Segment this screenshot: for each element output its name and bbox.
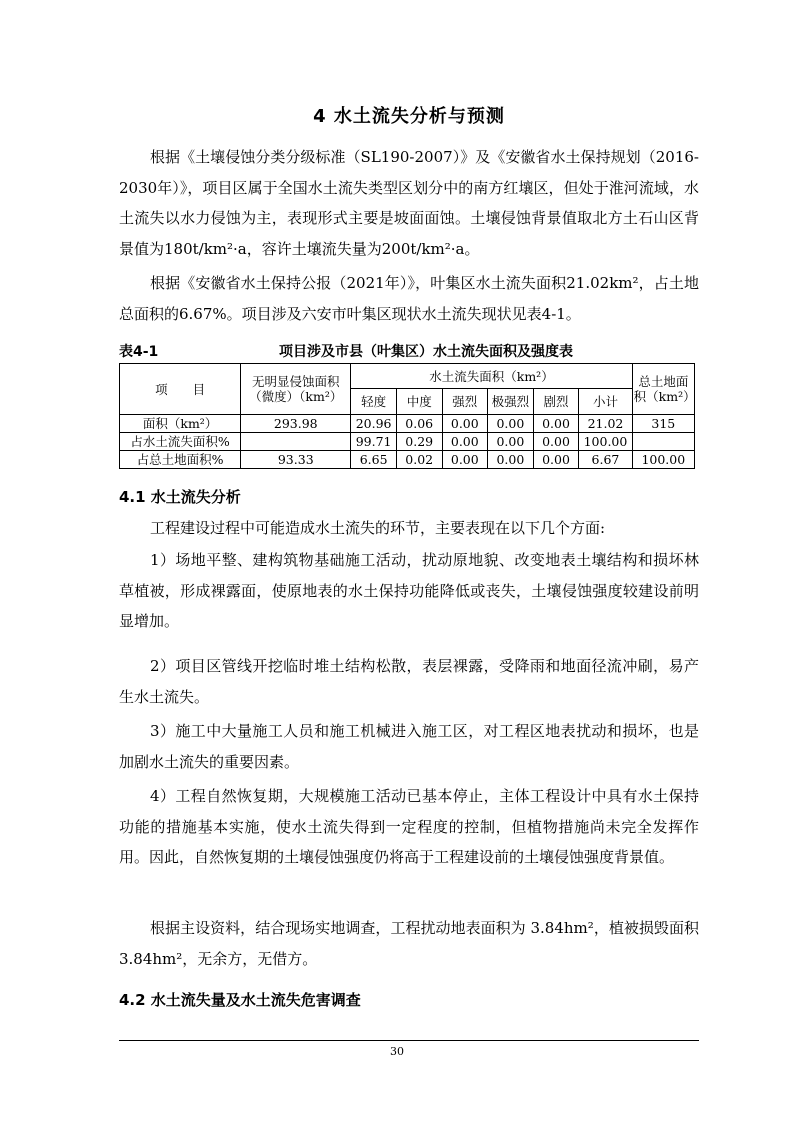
table-title: 项目涉及市县（叶集区）水土流失面积及强度表 [279,344,573,360]
cell-total [632,433,694,451]
row-label: 占总土地面积% [120,451,241,469]
section-4-1-item-1: 1）场地平整、建构筑物基础施工活动，扰动原地貌、改变地表土壤结构和损坏林草植被，形成裸露面，使原地表的水土保持功能降低或丧失，土壤侵蚀强度较建设前明显增加。 [119,551,699,631]
row-label: 面积（km²） [120,415,241,433]
section-4-1-summary: 根据主设资料，结合现场实地调查，工程扰动地表面积为 3.84hm²，植被损毁面积 3.84hm²，无余方，无借方。 [119,919,699,968]
cell-value: 6.67 [579,451,632,469]
cell-value: 0.00 [533,451,579,469]
cell-value: 0.00 [488,415,534,433]
table-row [120,415,695,433]
cell-value: 0.02 [396,451,442,469]
cell-value: 99.71 [351,433,397,451]
intro-paragraph-2: 根据《安徽省水土保持公报（2021年）》，叶集区水土流失面积21.02km²，占土地总面积的6.67%。项目涉及六安市叶集区现状水土流失现状见表4-1。 [119,274,699,323]
cell-value: 0.00 [442,451,488,469]
table-row [120,451,695,469]
cell-value: 0.29 [396,433,442,451]
cell-total: 100.00 [632,451,694,469]
header-no-erosion: 无明显侵蚀面积（微度）（km²） [241,364,351,415]
erosion-table [119,363,695,469]
cell-value: 0.00 [488,451,534,469]
header-item: 项 目 [120,364,241,415]
section-4-1-item-3: 3）施工中大量施工人员和施工机械进入施工区，对工程区地表扰动和损坏，也是加剧水土流失的重要因素。 [119,722,699,771]
table-caption [119,341,699,363]
cell-value: 0.00 [442,433,488,451]
section-heading-4-1: 4.1 水土流失分析 [119,488,241,506]
header-level: 极强烈 [488,389,534,415]
header-level: 小计 [579,389,632,415]
section-heading-4-2: 4.2 水土流失量及水土流失危害调查 [119,991,361,1009]
cell-value: 0.06 [396,415,442,433]
section-4-1-intro: 工程建设过程中可能造成水土流失的环节，主要表现在以下几个方面: [150,519,606,537]
header-level: 强烈 [442,389,488,415]
header-level: 剧烈 [533,389,579,415]
table-header-row-1 [120,364,695,389]
cell-no-erosion: 93.33 [241,451,351,469]
cell-value: 6.65 [351,451,397,469]
header-erosion-area: 水土流失面积（km²） [351,364,632,389]
cell-value: 0.00 [488,433,534,451]
table-row [120,433,695,451]
cell-no-erosion [241,433,351,451]
intro-paragraph-1: 根据《土壤侵蚀分类分级标准（SL190-2007）》及《安徽省水土保持规划（2016-2030年）》，项目区属于全国水土流失类型区划分中的南方红壤区，但处于淮河流域，水土流失以水力侵蚀为主，表现形式主要是坡面面蚀。土壤侵蚀背景值取北方土石山区背景值为180t/km²·a，容许土壤流失量为200t/km²·a。 [119,148,699,258]
section-4-1-item-4: 4）工程自然恢复期，大规模施工活动已基本停止，主体工程设计中具有水土保持功能的措施基本实施，使水土流失得到一定程度的控制，但植物措施尚未完全发挥作用。因此，自然恢复期的土壤侵蚀强度仍将高于工程建设前的土壤侵蚀强度背景值。 [119,787,699,867]
page-number: 30 [390,1045,404,1058]
cell-value: 20.96 [351,415,397,433]
footer-divider [119,1040,699,1041]
cell-value: 100.00 [579,433,632,451]
header-total-land: 总土地面积（km²） [632,364,694,415]
cell-no-erosion: 293.98 [241,415,351,433]
header-level: 轻度 [351,389,397,415]
cell-value: 0.00 [442,415,488,433]
row-label: 占水土流失面积% [120,433,241,451]
section-4-1-item-2: 2）项目区管线开挖临时堆土结构松散，表层裸露，受降雨和地面径流冲刷，易产生水土流失。 [119,657,699,706]
table-number: 表4-1 [119,344,159,360]
cell-total: 315 [632,415,694,433]
header-level: 中度 [396,389,442,415]
chapter-title: 4 水土流失分析与预测 [313,106,505,127]
cell-value: 0.00 [533,415,579,433]
cell-value: 21.02 [579,415,632,433]
cell-value: 0.00 [533,433,579,451]
